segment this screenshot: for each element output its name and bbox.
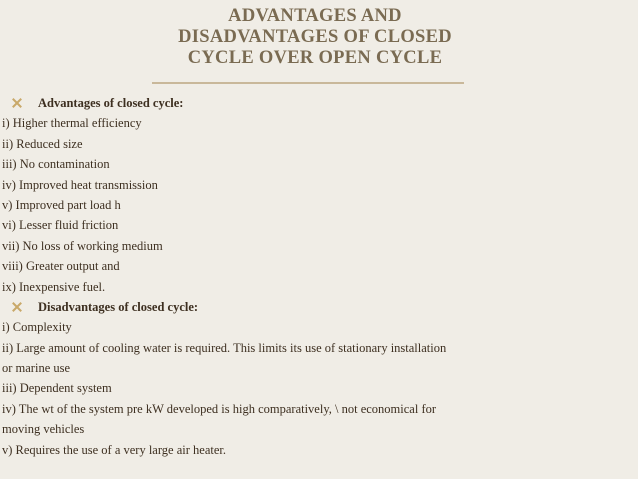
list-item: ii) Large amount of cooling water is required. This limits its use of stationary installation	[2, 340, 447, 355]
list-item: vii) No loss of working medium	[2, 238, 163, 253]
slide-body	[2, 93, 632, 460]
title-underline	[152, 82, 464, 84]
title-line-3: CYCLE OVER OPEN CYCLE	[187, 48, 443, 68]
x-bullet-icon	[10, 96, 24, 110]
title-line-1: ADVANTAGES AND	[228, 6, 402, 26]
list-item: or marine use	[2, 361, 71, 376]
list-item: i) Higher thermal efficiency	[2, 116, 142, 131]
list-item: i) Complexity	[2, 320, 72, 335]
x-bullet-icon	[10, 300, 24, 314]
list-item: iv) The wt of the system pre kW developed is high comparatively, \ not economical for	[2, 401, 437, 416]
title-line-2: DISADVANTAGES OF CLOSED	[178, 27, 452, 47]
list-item: v) Requires the use of a very large air heater.	[2, 442, 226, 457]
disadvantages-heading-row	[2, 297, 632, 317]
list-item: iv) Improved heat transmission	[2, 177, 158, 192]
list-item: iii) Dependent system	[2, 381, 112, 396]
list-item: ix) Inexpensive fuel.	[2, 279, 106, 294]
list-item: v) Improved part load h	[2, 197, 121, 212]
list-item: vi) Lesser fluid friction	[2, 218, 119, 233]
list-item: iii) No contamination	[2, 157, 110, 172]
list-item: ii) Reduced size	[2, 136, 83, 151]
disadvantages-heading: Disadvantages of closed cycle:	[38, 299, 199, 314]
list-item: viii) Greater output and	[2, 259, 120, 274]
advantages-heading: Advantages of closed cycle:	[38, 96, 184, 110]
list-item: moving vehicles	[2, 422, 85, 437]
advantages-heading-row	[2, 93, 632, 113]
slide-title	[150, 6, 480, 69]
